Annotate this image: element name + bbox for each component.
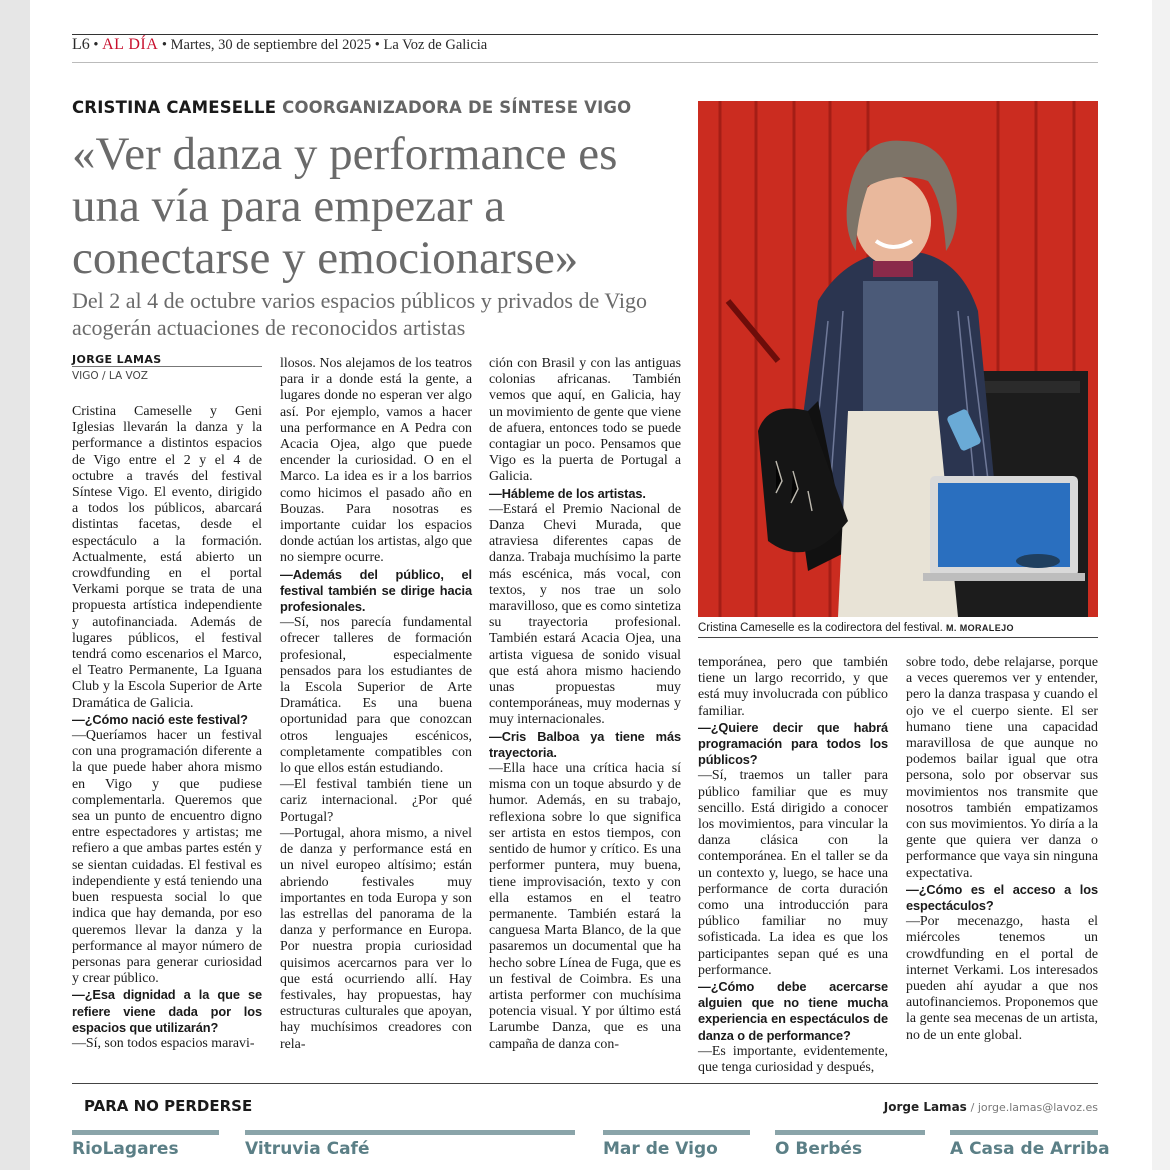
interview-question: —Además del público, el festival también se dirige hacia profesionales.: [280, 566, 472, 615]
portrait-photo: [698, 101, 1098, 617]
page-number: L6: [72, 36, 90, 53]
portrait-illustration: [698, 101, 1098, 617]
article-column-3: [489, 356, 681, 1053]
pnp-author-email: jorge.lamas@lavoz.es: [977, 1101, 1098, 1114]
venue-a-casa-de-arriba: A Casa de Arriba: [950, 1130, 1098, 1159]
article-paragraph: temporánea, pero que también tiene un largo recorrido, y que está muy involucrada con público familiar.: [698, 655, 888, 719]
byline-place: VIGO / LA VOZ: [72, 370, 148, 382]
article-paragraph: —Portugal, ahora mismo, a nivel de danza y performance está en un nivel europeo altísimo; están abriendo festivales muy importantes en toda Europa y son las estrellas del panorama de la danza y performance en Europa. Por nuestra propia curiosidad quisimos acercarnos para ver lo que está ocurriendo allí. Hay festivales, hay propuestas, hay estructuras culturales que apoyan, hay muchísimos creadores con rela-: [280, 825, 472, 1052]
article-paragraph: sobre todo, debe relajarse, porque a veces queremos ver y entender, pero la danza traspasa y cuando el ojo ve el cuerpo siente. El ser humano tiene una capacidad maravillosa de que aunque no podemos bailar igual que otra persona, solo por observar sus movimientos nos transmite que nosotros también empatizamos con sus movimientos. Yo diría a la gente que quiera ver danza o performance que vaya sin ninguna expectativa.: [906, 655, 1098, 881]
venue-mar-de-vigo: Mar de Vigo: [603, 1130, 750, 1159]
deck-subheadline: Del 2 al 4 de octubre varios espacios públicos y privados de Vigo acogerán actuaciones de reconocidos artistas: [72, 288, 648, 340]
para-no-perderse-rule: [72, 1083, 1098, 1084]
caption-text: Cristina Cameselle es la codirectora del festival.: [698, 622, 943, 634]
article-paragraph: —Sí, son todos espacios maravi-: [72, 1035, 255, 1051]
page-edge-right: [1152, 0, 1170, 1170]
pnp-author-name: Jorge Lamas: [883, 1100, 967, 1114]
photo-caption: [698, 622, 1098, 634]
kicker: [72, 98, 631, 117]
headline: «Ver danza y performance es una vía para empezar a conectarse y emocionarse»: [72, 128, 618, 284]
article-paragraph: ción con Brasil y con las antiguas colonias africanas. También vemos que aquí, en Galicia, hay un movimiento de gente que viene de afuera, entonces todo se puede contagiar un poco. Pensamos que Vigo es la puerta de Portugal a Galicia.: [489, 356, 681, 485]
para-no-perderse-title: PARA NO PERDERSE: [84, 1097, 253, 1115]
interview-question: —Cris Balboa ya tiene más trayectoria.: [489, 728, 681, 760]
article-paragraph: —Sí, traemos un taller para público familiar que es muy sencillo. Está dirigido a conocer los movimientos, para vincular la danza clásica con la contemporánea. En el taller se da un contexto y, luego, se hace una performance de corta duración como una introducción para público familiar no muy sofisticada. La idea es que los participantes sepan qué es una performance.: [698, 768, 888, 978]
kicker-role: COORGANIZADORA DE SÍNTESE VIGO: [282, 98, 632, 117]
interview-question: —¿Quiere decir que habrá programación para todos los públicos?: [698, 719, 888, 768]
caption-rule: [698, 637, 1098, 638]
interview-question: —¿Cómo es el acceso a los espectáculos?: [906, 881, 1098, 914]
interview-question: —Hábleme de los artistas.: [489, 485, 646, 501]
byline-author: JORGE LAMAS: [72, 353, 162, 366]
article-paragraph: Cristina Cameselle y Geni Iglesias llevarán la danza y la performance a distintos espacios de Vigo entre el 2 y el 4 de octubre a través del festival Síntese Vigo. El evento, dirigido a todos los públicos, abarcará distintas facetas, desde el espectáculo a la formación. Actualmente, está abierto un crowdfunding en el portal Verkami porque se trata de una propuesta artística independiente y autofinanciada. Además de lugares públicos, el festival tendrá como escenarios el Marco, el Teatro Permanente, La Iguana Club y la Escola Superior de Arte Dramática de Galicia.: [72, 404, 262, 711]
newspaper-name: La Voz de Galicia: [383, 37, 488, 53]
venue-vitruvia-cafe: Vitruvia Café: [245, 1130, 575, 1159]
folio-rule: [72, 62, 1098, 63]
article-paragraph: —Por mecenazgo, hasta el miércoles tenemos un crowdfunding en el portal de internet Verkami. Los interesados pueden ahí ayudar a que nos autofinanciemos. Proponemos que la gente sea mecenas de un artista, no de un ente global.: [906, 914, 1098, 1043]
interview-question: —¿Esa dignidad a la que se refiere viene dada por los espacios que utilizarán?: [72, 987, 262, 1035]
article-column-2: [280, 356, 472, 1053]
interview-question: —¿Cómo debe acercarse alguien que no tiene mucha experiencia en espectáculos de danza o de performance?: [698, 979, 888, 1043]
article-column-1: [72, 404, 262, 1052]
article-paragraph: —El festival también tiene un cariz internacional. ¿Por qué Portugal?: [280, 777, 472, 825]
article-column-5: [906, 655, 1098, 1044]
article-paragraph: —Ella hace una crítica hacia sí misma con un toque absurdo y de humor. Además, en su trabajo, reflexiona sobre lo que significa ser artista en estos tiempos, con sentido de humor y crítico. Es una performer puntera, muy buena, tiene improvisación, texto y con ella estamos en el teatro permanente. También estará la canguesa Marta Blanco, de la que pasaremos un documental que ha hecho sobre Línea de Fuga, que es un festival de Coimbra. Es una artista performer con muchísima potencia visual. Y por último está Larumbe Danza, que es una campaña de danza con-: [489, 761, 681, 1052]
photo-credit: M. MORALEJO: [946, 623, 1014, 633]
kicker-name: CRISTINA CAMESELLE: [72, 98, 277, 117]
interview-question: —¿Cómo nació este festival?: [72, 711, 248, 727]
venue-o-berbes: O Berbés: [775, 1130, 925, 1159]
article-paragraph: llosos. Nos alejamos de los teatros para ir a donde está la gente, a lugares donde no esperan ver algo así. Por ejemplo, vamos a hacer una performance en A Pedra con Acacia Ojea, algo que puede encender la curiosidad. O en el Marco. La idea es ir a los barrios como hicimos el pasado año en Bouzas. Para nosotras es importante cuidar los espacios donde actúan los artistas, algo que no siempre ocurre.: [280, 356, 472, 566]
page-edge-left: [0, 0, 30, 1170]
venue-riolagares: RioLagares: [72, 1130, 219, 1159]
top-rule: [72, 34, 1098, 35]
article-paragraph: —Es importante, evidentemente, que tenga curiosidad y después,: [698, 1043, 888, 1076]
article-paragraph: —Queríamos hacer un festival con una programación diferente a la que puede haber ahora mismo en Vigo y que pudiese complementarla. Queremos que sea un punto de encuentro digno entre espectadores y artistas; me refiero a que ambas partes estén y se sientan cuidadas. El festival es independiente y está teniendo una buen respuesta social lo que indica que hay demanda, por eso queremos llevar la danza y la performance al mayor número de personas para generar curiosidad y crear público.: [72, 728, 262, 987]
article-paragraph: —Sí, nos parecía fundamental ofrecer talleres de formación profesional, especialmente pensados para los estudiantes de la Escola Superior de Arte Dramática. Es una buena oportunidad para que conozcan otros lenguajes escénicos, completamente compatibles con lo que ellos están estudiando.: [280, 615, 472, 777]
byline-rule: [72, 366, 262, 367]
section-name: AL DÍA: [102, 36, 159, 53]
article-paragraph: —Estará el Premio Nacional de Danza Chevi Murada, que atraviesa diferentes capas de danza. Trabaja muchísimo la parte más escénica, más vocal, con textos, y nos trae un solo maravilloso, que es como sintetiza su trayectoria profesional. También estará Acacia Ojea, una artista viguesa de sonido visual que está ahora mismo haciendo unas propuestas muy contemporáneas, muy modernas y muy internacionales.: [489, 501, 681, 728]
page-folio: L6 • AL DÍA • Martes, 30 de septiembre del 2025 • La Voz de Galicia: [72, 36, 488, 53]
para-no-perderse-author: Jorge Lamas / jorge.lamas@lavoz.es: [883, 1100, 1098, 1114]
article-column-4: [698, 655, 888, 1076]
issue-date: Martes, 30 de septiembre del 2025: [170, 37, 372, 53]
